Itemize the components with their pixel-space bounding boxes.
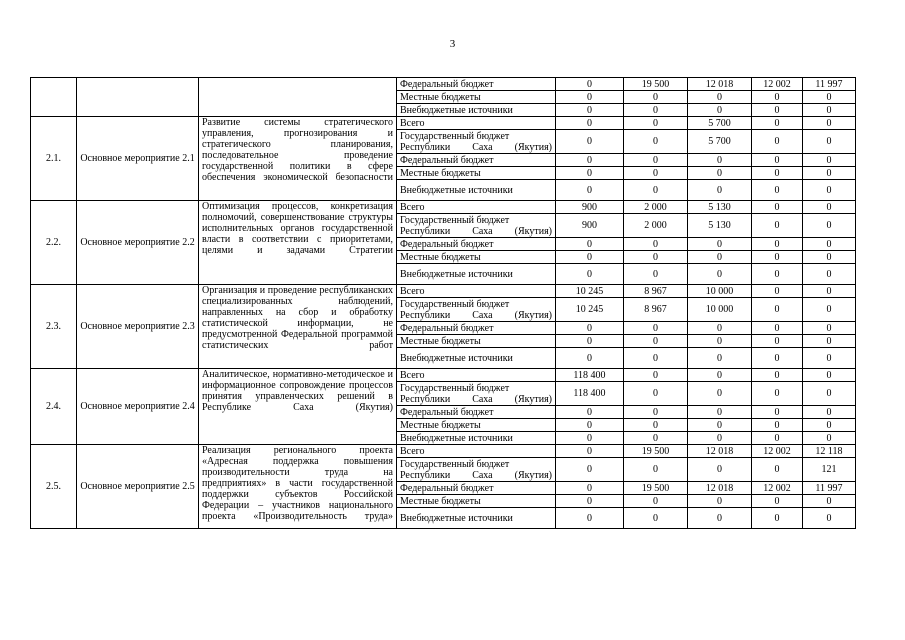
amount-cell: 0: [752, 214, 803, 238]
activity-description: Организация и проведение республиканских специализированных наблюдений, направленных на сбор и обработку статистической информации, не предусмотренной Федеральной программой статистических работ: [199, 285, 397, 369]
funding-source: Государственный бюджет Республики Саха (Якутия): [397, 214, 556, 238]
amount-cell: 0: [803, 201, 856, 214]
funding-source: Внебюджетные источники: [397, 264, 556, 285]
table-row: [31, 369, 856, 382]
source-cell: Федеральный бюджет: [397, 78, 556, 91]
amount-cell: 118 400: [556, 382, 624, 406]
amount-cell: 0: [688, 432, 752, 445]
amount-cell: 0: [688, 238, 752, 251]
funding-source: Всего: [397, 117, 556, 130]
amount-cell: 0: [803, 382, 856, 406]
funding-source: Государственный бюджет Республики Саха (Якутия): [397, 130, 556, 154]
amount-cell: 0: [556, 458, 624, 482]
amount-cell: 0: [803, 508, 856, 529]
amount-cell: 0: [624, 264, 688, 285]
amount-cell: 0: [803, 91, 856, 104]
amount-cell: 0: [688, 495, 752, 508]
source-cell: Внебюджетные источники: [397, 104, 556, 117]
amount-cell: 121: [803, 458, 856, 482]
funding-source: Всего: [397, 201, 556, 214]
amount-cell: 0: [624, 406, 688, 419]
amount-cell: 0: [624, 458, 688, 482]
amount-cell: 0: [752, 167, 803, 180]
activity-name-cell: [77, 78, 199, 117]
amount-cell: 0: [688, 508, 752, 529]
amount-cell: 10 245: [556, 285, 624, 298]
amount-cell: 0: [803, 130, 856, 154]
amount-cell: 0: [752, 382, 803, 406]
amount-cell: 19 500: [624, 482, 688, 495]
amount-cell: 0: [688, 180, 752, 201]
amount-cell: 0: [752, 117, 803, 130]
amount-cell: 0: [803, 238, 856, 251]
amount-cell: 0: [624, 382, 688, 406]
amount-cell: 0: [688, 419, 752, 432]
number-cell: [31, 78, 77, 117]
amount-cell: 12 002: [752, 445, 803, 458]
amount-cell: 0: [803, 214, 856, 238]
table-row: [31, 445, 856, 458]
amount-cell: 0: [803, 180, 856, 201]
amount-cell: 0: [688, 91, 752, 104]
amount-cell: 0: [556, 419, 624, 432]
amount-cell: 0: [803, 419, 856, 432]
amount-cell: 0: [752, 104, 803, 117]
amount-cell: 0: [752, 432, 803, 445]
funding-source: Внебюджетные источники: [397, 180, 556, 201]
amount-cell: 118 400: [556, 369, 624, 382]
funding-source: Федеральный бюджет: [397, 154, 556, 167]
funding-source: Всего: [397, 369, 556, 382]
amount-cell: 0: [752, 180, 803, 201]
amount-cell: 0: [688, 322, 752, 335]
amount-cell: 0: [803, 117, 856, 130]
funding-source: Федеральный бюджет: [397, 322, 556, 335]
funding-source: Государственный бюджет Республики Саха (Якутия): [397, 382, 556, 406]
amount-cell: 0: [688, 348, 752, 369]
amount-cell: 0: [556, 335, 624, 348]
amount-cell: 0: [803, 154, 856, 167]
amount-cell: 12 002: [752, 78, 803, 91]
table-row: [31, 285, 856, 298]
amount-cell: 5 130: [688, 214, 752, 238]
amount-cell: 0: [624, 419, 688, 432]
amount-cell: 0: [624, 117, 688, 130]
amount-cell: 0: [624, 369, 688, 382]
amount-cell: 0: [752, 348, 803, 369]
amount-cell: 0: [624, 322, 688, 335]
amount-cell: 0: [803, 406, 856, 419]
activity-name: Основное мероприятие 2.2: [77, 201, 199, 285]
activity-number: 2.5.: [31, 445, 77, 529]
activity-description: Оптимизация процессов, конкретизация полномочий, совершенствование структуры исполнительных органов государственной власти в соответствии с приоритетами, целями и задачами Стратегии: [199, 201, 397, 285]
amount-cell: 5 130: [688, 201, 752, 214]
source-cell: Местные бюджеты: [397, 91, 556, 104]
amount-cell: 0: [556, 130, 624, 154]
amount-cell: 0: [624, 432, 688, 445]
amount-cell: 0: [688, 406, 752, 419]
amount-cell: 0: [803, 322, 856, 335]
activity-number: 2.3.: [31, 285, 77, 369]
amount-cell: 19 500: [624, 78, 688, 91]
amount-cell: 0: [556, 104, 624, 117]
amount-cell: 0: [752, 201, 803, 214]
activity-name: Основное мероприятие 2.1: [77, 117, 199, 201]
funding-source: Федеральный бюджет: [397, 482, 556, 495]
amount-cell: 0: [803, 298, 856, 322]
amount-cell: 8 967: [624, 285, 688, 298]
amount-cell: 0: [803, 104, 856, 117]
amount-cell: 0: [556, 78, 624, 91]
amount-cell: 0: [556, 154, 624, 167]
amount-cell: 12 018: [688, 78, 752, 91]
amount-cell: 0: [803, 167, 856, 180]
funding-source: Федеральный бюджет: [397, 238, 556, 251]
amount-cell: 0: [624, 495, 688, 508]
amount-cell: 0: [556, 482, 624, 495]
funding-source: Государственный бюджет Республики Саха (Якутия): [397, 298, 556, 322]
funding-source: Местные бюджеты: [397, 167, 556, 180]
activity-number: 2.1.: [31, 117, 77, 201]
amount-cell: 0: [624, 508, 688, 529]
amount-cell: 0: [752, 298, 803, 322]
table-body: [31, 78, 856, 529]
activity-name: Основное мероприятие 2.3: [77, 285, 199, 369]
description-cell: [199, 78, 397, 117]
amount-cell: 11 997: [803, 482, 856, 495]
funding-source: Государственный бюджет Республики Саха (Якутия): [397, 458, 556, 482]
funding-source: Местные бюджеты: [397, 335, 556, 348]
amount-cell: 0: [688, 104, 752, 117]
amount-cell: 0: [752, 495, 803, 508]
amount-cell: 0: [688, 154, 752, 167]
amount-cell: 11 997: [803, 78, 856, 91]
amount-cell: 0: [624, 91, 688, 104]
amount-cell: 0: [752, 406, 803, 419]
activity-description: Развитие системы стратегического управления, прогнозирования и стратегического планирования, последовательное проведение государственной политики в сфере обеспечения экономической безопасности: [199, 117, 397, 201]
amount-cell: 0: [752, 369, 803, 382]
funding-source: Всего: [397, 445, 556, 458]
amount-cell: 900: [556, 214, 624, 238]
amount-cell: 10 000: [688, 298, 752, 322]
page-number: 3: [449, 38, 456, 50]
amount-cell: 0: [556, 264, 624, 285]
funding-source: Всего: [397, 285, 556, 298]
amount-cell: 0: [624, 104, 688, 117]
funding-source: Внебюджетные источники: [397, 508, 556, 529]
amount-cell: 5 700: [688, 117, 752, 130]
amount-cell: 0: [624, 180, 688, 201]
amount-cell: 2 000: [624, 201, 688, 214]
amount-cell: 0: [752, 508, 803, 529]
activity-name: Основное мероприятие 2.5: [77, 445, 199, 529]
amount-cell: 0: [556, 91, 624, 104]
funding-source: Местные бюджеты: [397, 419, 556, 432]
amount-cell: 0: [688, 382, 752, 406]
amount-cell: 10 245: [556, 298, 624, 322]
amount-cell: 0: [688, 369, 752, 382]
amount-cell: 0: [803, 335, 856, 348]
table-row: [31, 78, 856, 91]
amount-cell: 10 000: [688, 285, 752, 298]
amount-cell: 12 018: [688, 445, 752, 458]
amount-cell: 0: [803, 432, 856, 445]
amount-cell: 0: [556, 238, 624, 251]
amount-cell: 0: [688, 251, 752, 264]
amount-cell: 12 002: [752, 482, 803, 495]
amount-cell: 0: [803, 495, 856, 508]
amount-cell: 0: [752, 285, 803, 298]
amount-cell: 0: [556, 406, 624, 419]
amount-cell: 0: [688, 264, 752, 285]
amount-cell: 0: [752, 335, 803, 348]
amount-cell: 0: [556, 432, 624, 445]
amount-cell: 0: [556, 445, 624, 458]
amount-cell: 0: [752, 251, 803, 264]
amount-cell: 0: [752, 322, 803, 335]
amount-cell: 12 018: [688, 482, 752, 495]
amount-cell: 0: [556, 508, 624, 529]
amount-cell: 0: [803, 251, 856, 264]
amount-cell: 2 000: [624, 214, 688, 238]
amount-cell: 0: [752, 130, 803, 154]
amount-cell: 0: [624, 238, 688, 251]
amount-cell: 0: [556, 180, 624, 201]
amount-cell: 0: [556, 117, 624, 130]
activity-number: 2.4.: [31, 369, 77, 445]
amount-cell: 0: [624, 251, 688, 264]
amount-cell: 5 700: [688, 130, 752, 154]
activity-description: Реализация регионального проекта «Адресная поддержка повышения производительности труда на предприятиях» в части государственной поддержки субъектов Российской Федерации – участников национального проекта «Производительность труда»: [199, 445, 397, 529]
activity-name: Основное мероприятие 2.4: [77, 369, 199, 445]
amount-cell: 0: [624, 154, 688, 167]
amount-cell: 0: [624, 130, 688, 154]
budget-table: [30, 77, 856, 529]
amount-cell: 0: [752, 154, 803, 167]
amount-cell: 0: [752, 238, 803, 251]
amount-cell: 0: [688, 335, 752, 348]
amount-cell: 0: [688, 458, 752, 482]
amount-cell: 0: [803, 285, 856, 298]
amount-cell: 0: [624, 335, 688, 348]
funding-source: Федеральный бюджет: [397, 406, 556, 419]
amount-cell: 0: [556, 167, 624, 180]
funding-source: Местные бюджеты: [397, 495, 556, 508]
amount-cell: 0: [688, 167, 752, 180]
amount-cell: 0: [624, 167, 688, 180]
table-row: [31, 201, 856, 214]
amount-cell: 0: [556, 322, 624, 335]
amount-cell: 19 500: [624, 445, 688, 458]
amount-cell: 0: [624, 348, 688, 369]
amount-cell: 0: [556, 348, 624, 369]
amount-cell: 8 967: [624, 298, 688, 322]
amount-cell: 0: [752, 264, 803, 285]
table-row: [31, 117, 856, 130]
amount-cell: 900: [556, 201, 624, 214]
amount-cell: 0: [556, 495, 624, 508]
amount-cell: 0: [752, 91, 803, 104]
amount-cell: 12 118: [803, 445, 856, 458]
amount-cell: 0: [803, 264, 856, 285]
activity-description: Аналитическое, нормативно-методическое и информационное сопровождение процессов принятия управленческих решений в Республике Саха (Якутия): [199, 369, 397, 445]
amount-cell: 0: [752, 458, 803, 482]
activity-number: 2.2.: [31, 201, 77, 285]
amount-cell: 0: [803, 348, 856, 369]
funding-source: Внебюджетные источники: [397, 348, 556, 369]
amount-cell: 0: [556, 251, 624, 264]
amount-cell: 0: [752, 419, 803, 432]
funding-source: Внебюджетные источники: [397, 432, 556, 445]
amount-cell: 0: [803, 369, 856, 382]
funding-source: Местные бюджеты: [397, 251, 556, 264]
